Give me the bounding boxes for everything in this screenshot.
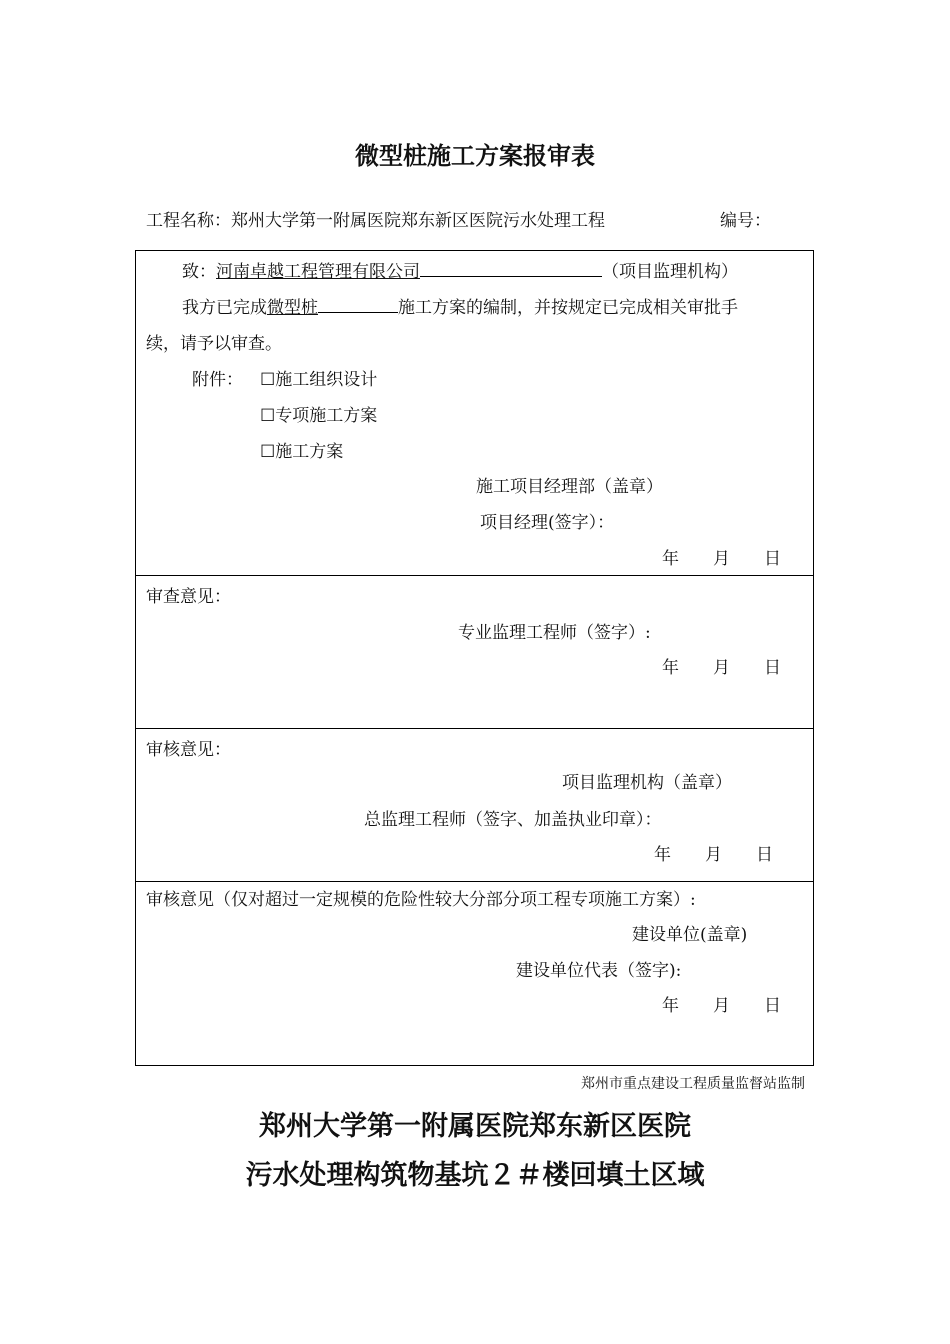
- attachment-checkbox-1[interactable]: ☐施工组织设计: [260, 370, 378, 390]
- to-line: [182, 257, 738, 282]
- attachments-label: 附件：: [192, 370, 243, 390]
- completion-item: 微型桩: [267, 298, 318, 318]
- sec1-date: 年 月 日: [662, 549, 781, 569]
- completion-blank: [318, 294, 398, 313]
- owner-opinion-section: [136, 881, 813, 1067]
- heading-line-2: 污水处理构筑物基坑２＃楼回填土区域: [245, 1160, 705, 1191]
- owner-rep-signature: 建设单位代表（签字):: [516, 961, 682, 981]
- completion-line-2: 续，请予以审查。: [146, 334, 282, 354]
- to-org: 河南卓越工程管理有限公司: [216, 262, 420, 282]
- to-org-blank: [420, 258, 602, 277]
- chief-engineer-signature: 总监理工程师（签字、加盖执业印章）：: [364, 810, 662, 830]
- engineer-signature: 专业监理工程师（签字）:: [458, 623, 651, 643]
- pm-signature: 项目经理(签字）：: [480, 513, 615, 533]
- to-suffix: （项目监理机构）: [602, 262, 738, 282]
- review-opinion-section: [136, 575, 813, 729]
- completion-line: [182, 293, 738, 318]
- audit-opinion-label: 审核意见：: [146, 740, 231, 760]
- owner-opinion-label: 审核意见（仅对超过一定规模的危险性较大分部分项工程专项施工方案）:: [146, 890, 696, 910]
- contractor-seal: 施工项目经理部（盖章）: [476, 477, 663, 497]
- audit-opinion-section: [136, 728, 813, 882]
- owner-seal: 建设单位(盖章): [632, 925, 748, 945]
- sec3-date: 年 月 日: [654, 845, 773, 865]
- footer-note: 郑州市重点建设工程质量监督站监制: [581, 1076, 805, 1092]
- review-form-table: [135, 250, 814, 1066]
- project-name: 工程名称：郑州大学第一附属医院郑东新区医院污水处理工程: [146, 211, 605, 231]
- completion-prefix: 我方已完成: [182, 298, 267, 318]
- supervision-seal: 项目监理机构（盖章）: [562, 773, 732, 793]
- attachment-checkbox-3[interactable]: ☐施工方案: [260, 442, 344, 462]
- sec4-date: 年 月 日: [662, 996, 781, 1016]
- form-number-label: 编号：: [720, 211, 771, 231]
- form-title: 微型桩施工方案报审表: [355, 141, 595, 170]
- review-opinion-label: 审查意见：: [146, 587, 231, 607]
- sec2-date: 年 月 日: [662, 658, 781, 678]
- heading-line-1: 郑州大学第一附属医院郑东新区医院: [259, 1111, 691, 1142]
- completion-suffix: 施工方案的编制，并按规定已完成相关审批手: [398, 298, 738, 318]
- to-prefix: 致：: [182, 262, 216, 282]
- attachment-checkbox-2[interactable]: ☐专项施工方案: [260, 406, 378, 426]
